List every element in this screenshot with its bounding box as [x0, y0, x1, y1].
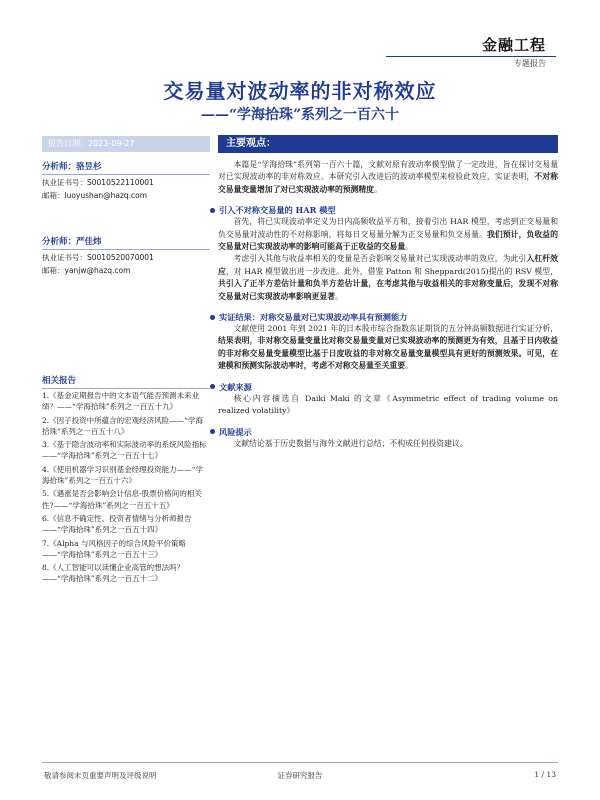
related-reports-heading: 相关报告 — [42, 374, 210, 389]
section-empirical-results — [218, 311, 558, 373]
analyst-name: 分析师：骆昱杉 — [42, 160, 210, 175]
key-points-heading: 主要观点： — [218, 135, 558, 153]
cert-label: 执业证书号： — [42, 253, 87, 262]
section-source — [218, 381, 558, 418]
cert-number: S0010520070001 — [87, 253, 154, 262]
related-reports-list — [42, 390, 210, 587]
analyst-email — [42, 266, 210, 276]
section-title: 引入不对称交易量的 HAR 模型 — [219, 205, 336, 216]
section-paragraph: 核心内容摘选自 Daiki Maki 的文章《Asymmetric effect of trading volume on realized volatility》 — [218, 393, 558, 416]
related-report-item[interactable]: 6.《信息不确定性、投资者情绪与分析师报告——“学海拾珠”系列之一百五十四》 — [42, 513, 192, 535]
intro-end: 。 — [373, 184, 382, 194]
related-report-item[interactable]: 5.《遇涨是否会影响会计信息-股票价格间的相关性?——“学海拾珠”系列之一百五十五》 — [42, 489, 202, 510]
para-highlight: 结果表明，非对称交易量变量比对称交易量变量对已实现波动率的预测更为有效，且基于日内收益的非对称交易量变量模型比基于日度收益的非对称交易量变量模型具有更好的预测效果。可见，在建模和预测实际波动率时，考虑不对称交易量至关重要 — [218, 336, 558, 371]
para-text: 文献使用 2001 年到 2021 年的日本股市综合指数东证期货的五分钟高频数据进行实证分析， — [233, 324, 558, 334]
report-subtitle: ——“学海拾珠”系列之一百六十 — [200, 107, 400, 123]
report-date: 报告日期：2023-09-27 — [42, 136, 210, 152]
related-report-item[interactable]: 8.《人工智能可以读懂企业高管的想法吗？——“学海拾珠”系列之一百五十二》 — [42, 563, 185, 584]
footer-disclaimer-link[interactable]: 敬请参阅末页重要声明及评级说明 — [44, 771, 157, 780]
footer-label: 证券研究报告 — [277, 771, 323, 780]
related-report-item[interactable]: 7.《Alpha 与风格因子的综合风险平价策略——“学海拾珠”系列之一百五十三》 — [42, 538, 186, 559]
para-text: ，对 HAR 模型做出进一步改进。此外，借鉴 Patton 和 Sheppard(2015)提出的 RSV 模型， — [225, 266, 558, 276]
para-end: 。 — [405, 242, 413, 252]
bullet-icon — [210, 384, 215, 389]
para-highlight: 共引入了正半方差估计量和负半方差估计量，在考虑其他与收益相关的非对称变量后，发现不对称交易量对已实现波动率影响更显著 — [218, 279, 558, 301]
report-type: 专题报告 — [514, 59, 546, 68]
analyst-cert — [42, 178, 210, 188]
main-content — [218, 135, 558, 450]
footer-divider — [42, 762, 558, 763]
email-link[interactable]: luoyushan@hazq.com — [64, 191, 148, 200]
brand-title: 金融工程 — [481, 36, 546, 54]
bullet-icon — [210, 315, 215, 320]
section-title: 文献来源 — [219, 381, 252, 392]
analyst-email — [42, 191, 210, 201]
para-highlight: 我们预计，负收益的交易量对已实现波动率的影响可能高于正收益的交易量 — [218, 229, 559, 252]
cert-label: 执业证书号： — [42, 178, 87, 187]
header-divider — [386, 56, 556, 57]
section-har-model — [218, 204, 558, 303]
analyst-block — [42, 160, 210, 201]
page-number: 1 / 13 — [534, 770, 556, 779]
report-title: 交易量对波动率的非对称效应 — [163, 79, 437, 103]
para-text: 首先，将已实现波动率定义为日内高频收益平方和，接着引出 HAR 模型，考虑到正交易量和负交易量对波动性的不对称影响，将每日交易量分解为正交易量和负交易量。 — [218, 217, 558, 239]
left-sidebar — [42, 136, 210, 276]
analyst-block — [42, 235, 210, 276]
para-highlight: 入杠杆效应 — [218, 254, 558, 276]
intro-text: 本篇是“学海拾珠”系列第一百六十篇，文献对原有波动率模型做了一定改进，旨在探讨交易量对已实现波动率的非对称效应。本研究引入改进后的波动率模型来检验此效应，实证表明， — [218, 160, 558, 182]
para-text: 考虑引入其他与收益率相关的变量是否会影响交易量对已实现波动率的效应，为此引 — [233, 254, 527, 264]
section-title: 实证结果：对称交易量对已实现波动率具有预测能力 — [219, 312, 408, 323]
related-report-item[interactable]: 4.《使用机器学习识别基金经理投资能力——“学海拾珠”系列之一百五十六》 — [42, 464, 203, 486]
section-paragraph — [218, 323, 558, 373]
para-end: 。 — [405, 361, 413, 371]
section-title: 风险提示 — [219, 426, 252, 437]
email-link[interactable]: yanjw@hazq.com — [64, 266, 131, 275]
related-report-item[interactable]: 1.《基金定期报告中的文本语气能否预测未来业绩？——“学海拾珠”系列之一百五十九》 — [42, 391, 200, 412]
analyst-name: 分析师：严佳炜 — [42, 235, 210, 250]
email-label: 邮箱： — [42, 266, 65, 275]
bullet-icon — [210, 208, 215, 213]
related-report-item[interactable]: 3.《基于隐含波动率和实际波动率的系统风险指标——“学海拾珠”系列之一百五十七》 — [42, 440, 207, 461]
analyst-cert — [42, 253, 210, 263]
section-risk — [218, 426, 558, 450]
cert-number: S0010522110001 — [87, 178, 154, 187]
section-paragraph — [218, 253, 558, 303]
email-label: 邮箱： — [42, 191, 65, 200]
related-report-item[interactable]: 2.《因子投资中所蕴含的宏观经济风险——“学海拾珠”系列之一百五十八》 — [42, 415, 203, 436]
intro-paragraph — [218, 159, 558, 196]
intro-highlight: 不对称交易量变量增加了对已实现波动率的预测精度 — [218, 172, 559, 194]
section-paragraph — [218, 216, 558, 253]
para-end: 。 — [334, 291, 343, 301]
section-paragraph: 文献结论基于历史数据与海外文献进行总结；不构成任何投资建议。 — [233, 438, 468, 448]
bullet-icon — [210, 429, 215, 434]
